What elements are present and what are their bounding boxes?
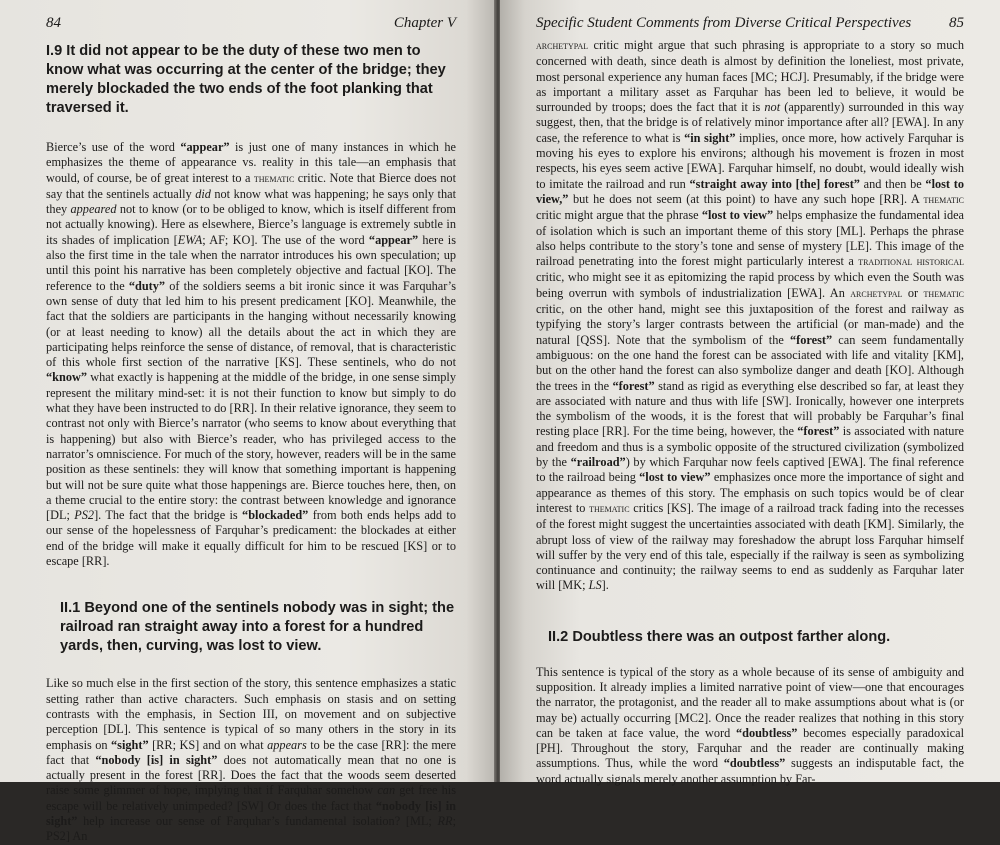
right-running-head [536,14,964,32]
section-paragraph-ii1: Like so much else in the first section of the story, this sentence emphasizes a static setting rather than active characters. Such emphasis on stasis and on setting contrasts with the emphasis, in Section III, on movement and on subjective perception [DL]. This sentence is typical of so many others in the story in its emphasis on “sight” [RR; KS] and on what appears to be the case [RR]: the mere fact that “nobody [is] in sight” does not automatically mean that no one is actually present in the forest [RR]. Does the fact that the woods seem deserted raise some glimmer of hope, implying that if Farquhar somehow can get free his escape will be relatively unimpeded? [SW] Or does the fact that “nobody [is] in sight” help increase our sense of Farquhar’s fundamental isolation? [ML; RR; PS2] An [46,676,457,844]
right-page [500,0,1000,786]
page-number-left: 84 [46,15,61,31]
left-page [0,0,496,844]
left-running-head [46,14,456,32]
section-paragraph-ii2: This sentence is typical of the story as a whole because of its sense of ambiguity and supposition. It already implies a limited narrative point of view—one that encourages the narrator, the protagonist, and the reader all to make assumptions about what is (or may be) actually occurring [MC2]. Once the reader realizes that nothing in this story can be taken at face value, the word “doubtless” becomes especially paradoxical [PH]. Throughout the story, Farquhar and the reader are continually making assumptions. Thus, while the word “doubtless” suggests an indisputable fact, the word actually signals merely another assumption by Far- [536,664,964,786]
section-heading-ii1: II.1 Beyond one of the sentinels nobody was in sight; the railroad ran straight away into a forest for a hundred yards, then, curving, was lost to view. [60,600,455,655]
continuation-paragraph: archetypal critic might argue that such phrasing is appropriate to a story so much concerned with death, since death is almost by definition the loneliest, most private, most personal experience any human faces [MC; HCJ]. Presumably, if the bridge were as important a military asset as Farquhar has been led to believe, it would be surrounded by troops; does the fact that it is not (apparently) surrounded in this way suggest, then, that the bridge is of relatively minor importance after all? [EWA]. In any case, the reference to what is “in sight” implies, once more, how actively Farquhar is moving his eyes to explore his environs; although his movement is frozen in most respects, his eyes seem active [EWA]. Farquhar himself, no doubt, would ideally wish to imitate the railroad and run “straight away into [the] forest” and then be “lost to view,” but he does not seem (at this point) to have any such hope [RR]. A thematic critic might argue that the phrase “lost to view” helps emphasize the fundamental idea of isolation which is such an important theme of this story [ML]. Perhaps the phrase also helps contribute to the story’s tone and sense of mystery [LE]. This image of the railroad penetrating into the forest might particularly interest a traditional historical critic, who might see it as epitomizing the rapid process by which even the South was being overrun with symbols of industrialization [EWA]. An archetypal or thematic critic, on the other hand, might see this juxtaposition of the forest and railway as typifying the story’s larger contrasts between the artificial (or man-made) and the natural [QSS]. Note that the symbolism of the “forest” can seem fundamentally ambiguous: on the one hand the forest can be associated with life and vitality [KM], but on the other hand the forest can also symbolize danger and death [KO]. Although the trees in the “forest” stand as rigid as everything else described so far, at least they are associated with nature and thus with life [SW]. Ironically, however one interprets the symbolism of the woods, it is the forest that will probably be Farquhar’s final resting place [RR]. For the time being, however, the “forest” is associated with nature and freedom and thus is a symbolic opposite of the structured civilization (symbolized by the “railroad”) by which Farquhar now feels captived [EWA]. The final reference to the railroad being “lost to view” emphasizes once more the importance of sight and appearance as themes of this story. The emphasis on such topics would be of clear interest to thematic critics [KS]. The image of a railroad track fading into the recesses of the forest might suggest the uncertainties associated with death [KM]. Similarly, the abrupt loss of view of the railway may foreshadow the abrupt loss Farquhar himself will suffer by the very end of this tale, especially if the railway is seen as symbolizing continuance and continuity; the railway seems to end as suddenly as Farquhar later will [MK; LS]. [536,38,965,593]
section-heading-i9: I.9 It did not appear to be the duty of these two men to know what was occurring at the center of the bridge; they merely blockaded the two ends of the foot planking that traversed it. [46,43,446,116]
running-title-right: Specific Student Comments from Diverse Critical Perspectives [536,15,912,31]
section-paragraph-i9: Bierce’s use of the word “appear” is just one of many instances in which he emphasizes the theme of appearance vs. reality in this tale—an emphasis that would, of course, be of great interest to a thematic critic. Note that Bierce does not say that the sentinels actually did not know what was happening; he says only that they appeared not to know (or to be obliged to know, which is itself different from not actually knowing). Here as elsewhere, Bierce’s language is extremely subtle in its shades of implication [EWA; AF; KO]. The use of the word “appear” here is also the first time in the tale when the narrator introduces his own speculation; up until this point his narrative has been completely objective and factual [KO]. The reference to the “duty” of the soldiers seems a bit ironic since it was Farquhar’s own sense of duty that led him to his present predicament [KO]. Meanwhile, the fact that the soldiers are participants in the hanging without necessarily knowing (or at least needing to know) all the details about the act in which they are participating helps reinforce the sense of distance, of removal, that is characteristic of this whole first section of the narrative [KS]. These sentinels, who do not “know” what exactly is happening at the middle of the bridge, in one sense simply represent the military mind-set: it is not their function to know but simply to do what they have been instructed to do [RR]. In their relative ignorance, they seem to contrast not only with Bierce’s narrator (who seems to know about everything that is happening) but also with Bierce’s reader, who has privileged access to the narrator’s omniscience. For much of the story, however, readers will be in the same position as these sentinels: they will know that something important is happening but will not be sure quite what those happenings are. Bierce touches here, then, on a theme crucial to the entire story: the contrast between knowledge and ignorance [DL; PS2]. The fact that the bridge is “blockaded” from both ends helps add to our sense of the hopelessness of Farquhar’s predicament: the blockades at either end of the bridge will make it equally difficult for him to be rescued [KS] or to escape [RR]. [46,140,457,569]
section-heading-ii2: II.2 Doubtless there was an outpost farther along. [548,628,891,645]
chapter-title: Chapter V [393,15,456,31]
page-number-right: 85 [949,15,964,31]
